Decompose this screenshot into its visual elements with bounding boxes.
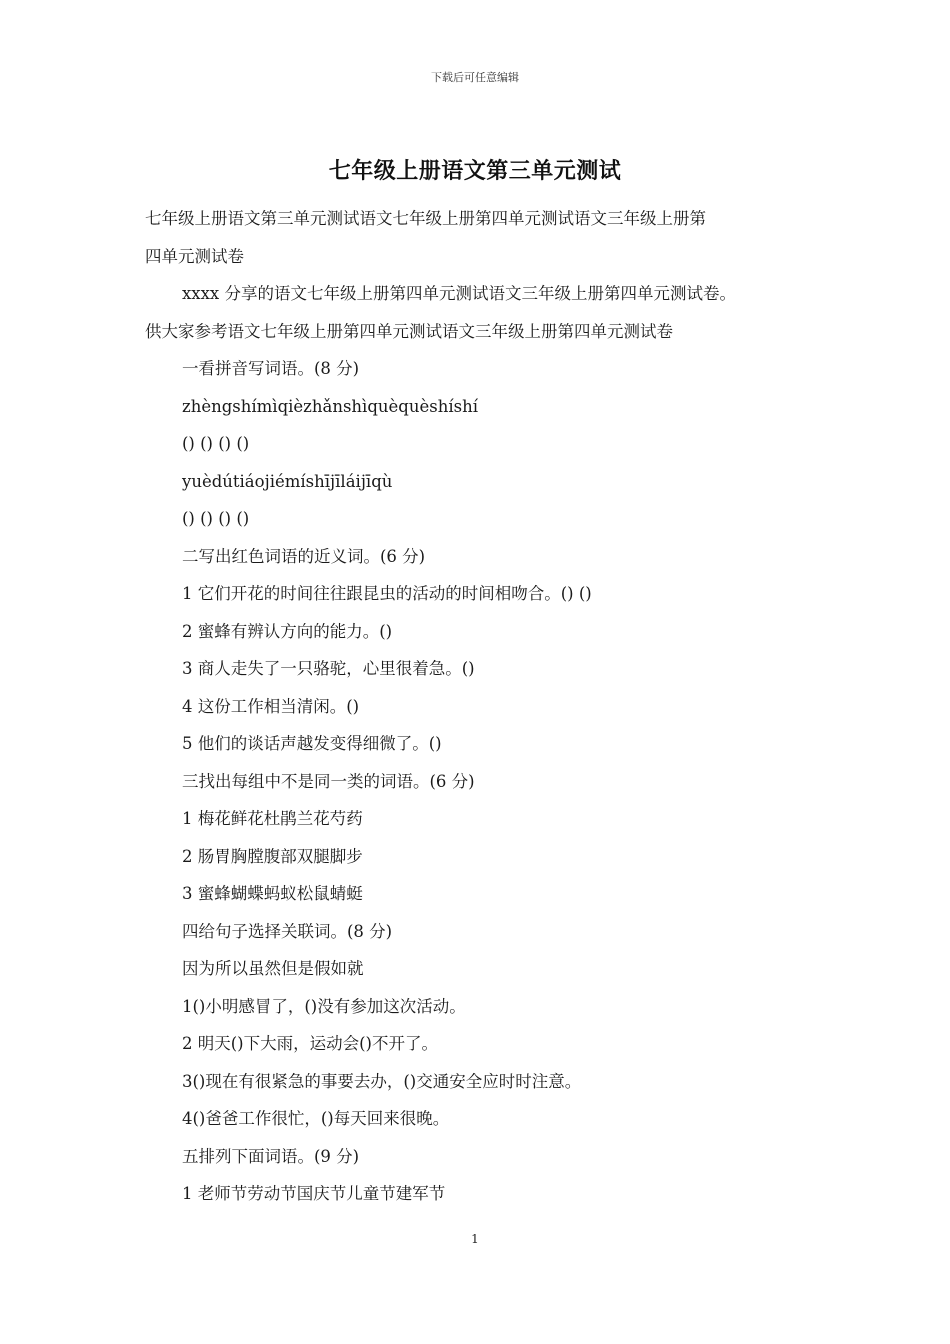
question-item: 1 它们开花的时间往往跟昆虫的活动的时间相吻合。() () [182,584,592,603]
question-item: 1 梅花鲜花杜鹃兰花芍药 [182,809,363,828]
section-heading: 一看拼音写词语。(8 分) [182,359,360,378]
question-item: 3 商人走失了一只骆驼，心里很着急。() [182,659,475,678]
question-item: 2 肠胃胸膛腹部双腿脚步 [182,846,363,866]
text-line: 七年级上册语文第三单元测试语文七年级上册第四单元测试语文三年级上册第 [145,209,706,228]
answer-blanks: () () () () [182,434,250,453]
question-item: 4()爸爸工作很忙，()每天回来很晚。 [182,1109,450,1128]
header-note: 下载后可任意编辑 [431,71,519,84]
text-line: xxxx 分享的语文七年级上册第四单元测试语文三年级上册第四单元测试卷。 [182,284,736,303]
question-item: 1()小明感冒了，()没有参加这次活动。 [182,996,466,1016]
question-item: 4 这份工作相当清闲。() [182,696,360,716]
question-item: 5 他们的谈话声越发变得细微了。() [182,734,442,753]
answer-blanks: () () () () [182,509,250,528]
document-body [145,200,820,1213]
text-line: 四单元测试卷 [145,246,244,266]
text-line: 供大家参考语文七年级上册第四单元测试语文三年级上册第四单元测试卷 [145,321,673,341]
question-item: 2 明天()下大雨，运动会()不开了。 [182,1034,438,1053]
word-bank: 因为所以虽然但是假如就 [182,959,364,978]
question-item: 3()现在有很紧急的事要去办，()交通安全应时时注意。 [182,1071,582,1091]
section-heading: 二写出红色词语的近义词。(6 分) [182,546,426,566]
page-title: 七年级上册语文第三单元测试 [328,158,622,184]
section-heading: 五排列下面词语。(9 分) [182,1146,360,1166]
question-item: 2 蜜蜂有辨认方向的能力。() [182,621,393,641]
pinyin-line: zhèngshímìqièzhǎnshìquèquèshíshí [182,396,478,416]
question-item: 3 蜜蜂蝴蝶蚂蚁松鼠蜻蜓 [182,884,363,903]
pinyin-line: yuèdútiáojiémíshījīláijīqù [182,471,393,491]
page-number: 1 [471,1232,479,1246]
section-heading: 三找出每组中不是同一类的词语。(6 分) [182,771,475,791]
question-item: 1 老师节劳动节国庆节儿童节建军节 [182,1184,446,1203]
section-heading: 四给句子选择关联词。(8 分) [182,921,393,941]
